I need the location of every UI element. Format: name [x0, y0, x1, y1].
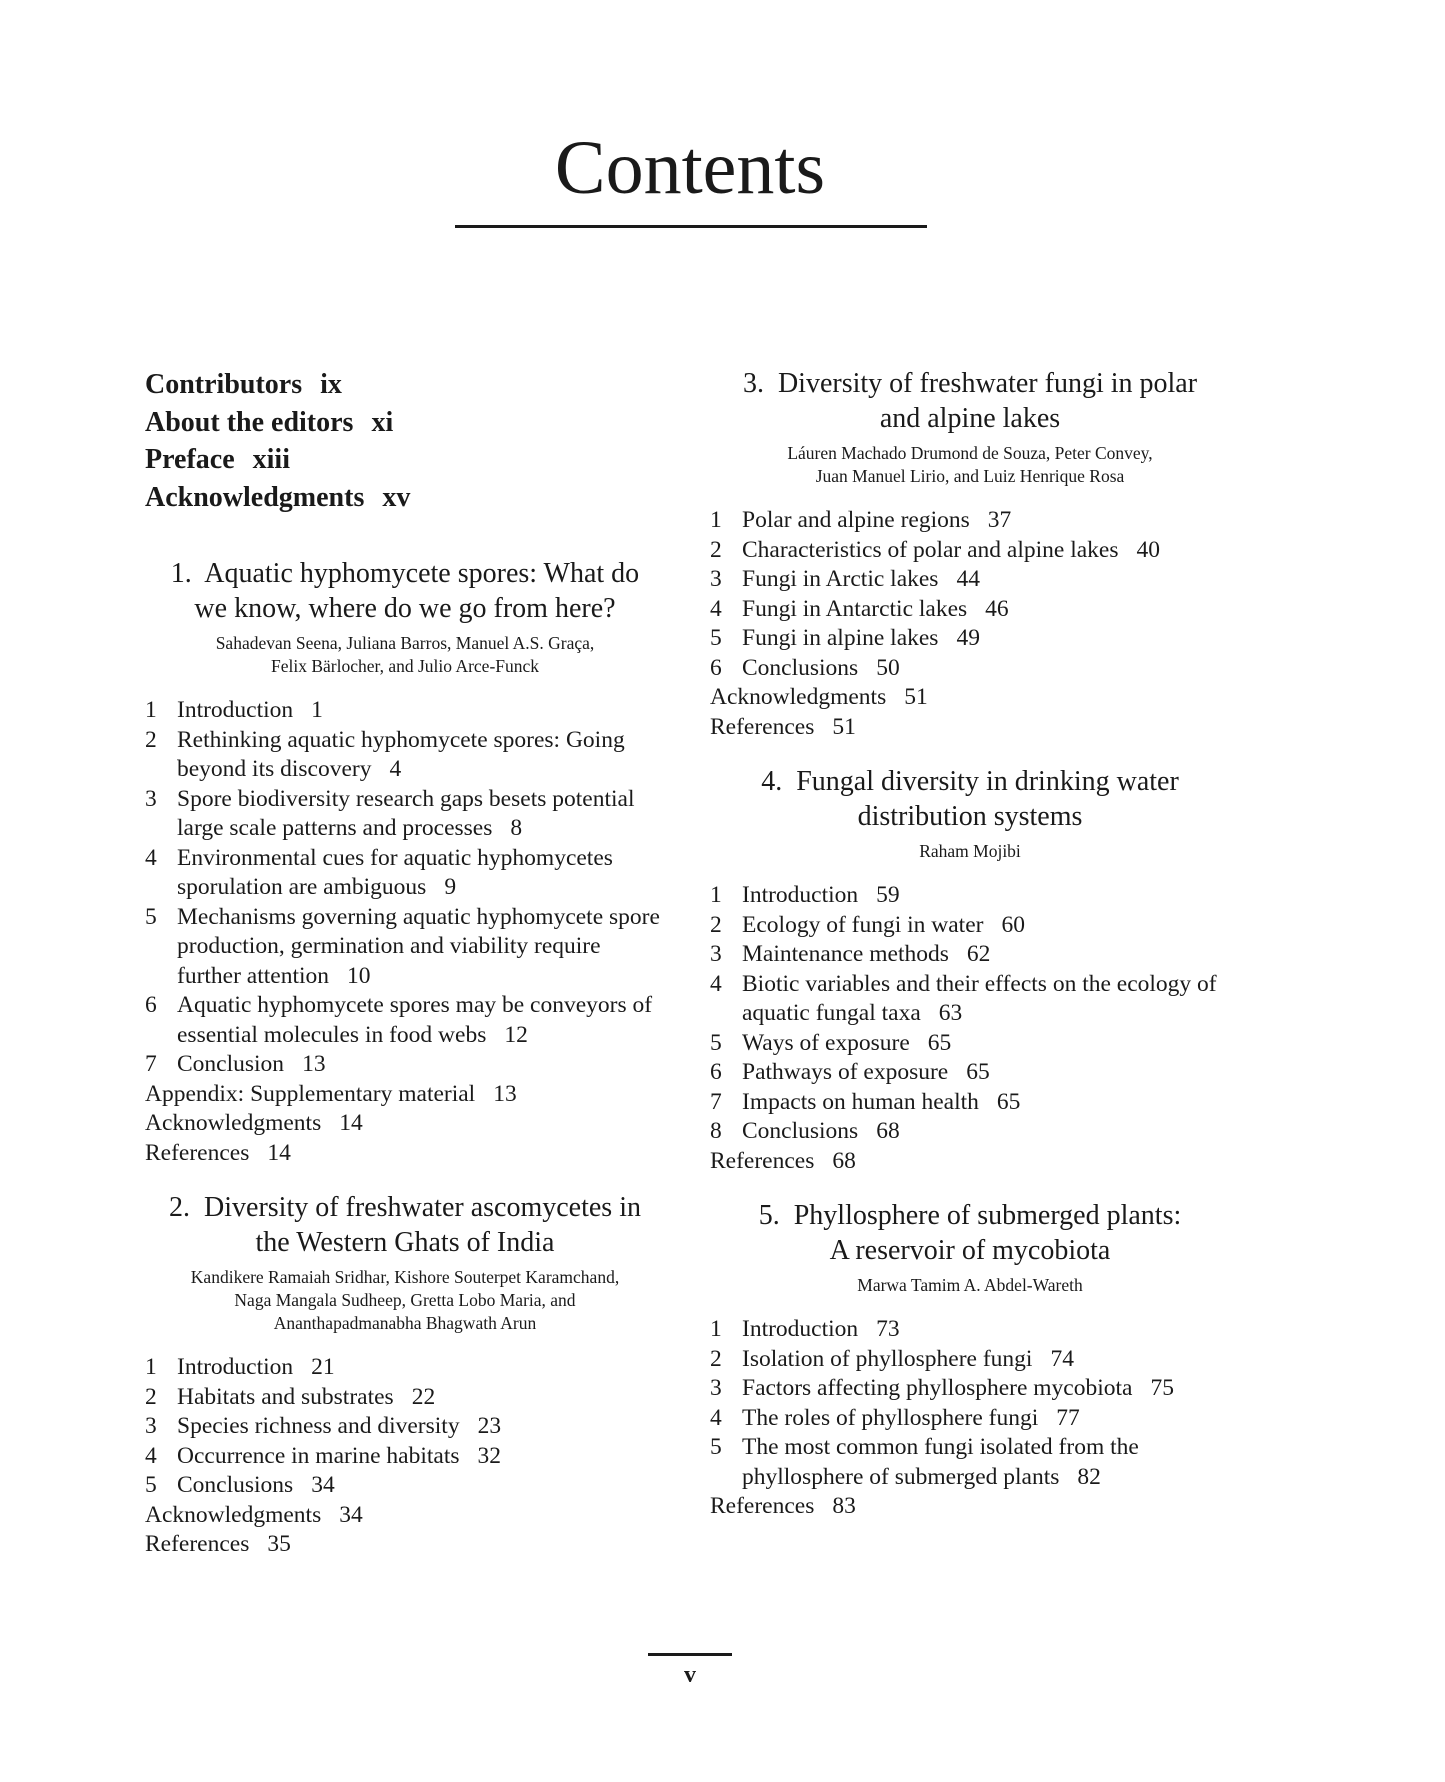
- entry-title: Mechanisms governing aquatic hyphomycete spore production, germination and viability require further attention: [177, 903, 660, 989]
- entry-page: 37: [987, 507, 1012, 533]
- entry-page: 74: [1050, 1345, 1074, 1372]
- toc-entry[interactable]: [710, 595, 1230, 625]
- entry-number: 3: [145, 1413, 157, 1439]
- entry-number: 1: [710, 507, 722, 533]
- entry-number: 4: [710, 970, 722, 997]
- entry-title: References: [710, 713, 815, 740]
- entry-title: Pathways of exposure: [742, 1059, 949, 1085]
- chapter-entries: [145, 1353, 665, 1560]
- toc-entry[interactable]: [145, 1471, 665, 1501]
- toc-entry[interactable]: [710, 940, 1230, 970]
- entry-number: 1: [145, 1354, 157, 1380]
- chapter-title[interactable]: [145, 1190, 665, 1260]
- entry-title: Habitats and substrates: [177, 1383, 394, 1410]
- entry-number: 3: [710, 566, 722, 592]
- chapter-title-line: 4. Fungal diversity in drinking water: [761, 766, 1179, 797]
- toc-entry[interactable]: [145, 1139, 665, 1169]
- toc-entry[interactable]: [710, 713, 1230, 743]
- entry-title: Impacts on human health: [742, 1088, 979, 1115]
- entry-page: 77: [1056, 1404, 1080, 1431]
- entry-page: 60: [1001, 911, 1025, 938]
- chapter-title-line: the Western Ghats of India: [255, 1227, 555, 1258]
- toc-entry[interactable]: [145, 1442, 665, 1472]
- entry-page: 12: [504, 1021, 528, 1048]
- entry-title: The roles of phyllosphere fungi: [742, 1404, 1039, 1431]
- entry-number: 5: [145, 903, 157, 930]
- entry-title: Introduction: [742, 882, 859, 908]
- toc-entry[interactable]: [710, 1433, 1230, 1492]
- entry-title: Introduction: [177, 697, 294, 723]
- entry-page: 13: [302, 1051, 326, 1077]
- chapter-title-line: 2. Diversity of freshwater ascomycetes in: [169, 1192, 641, 1223]
- toc-entry[interactable]: [710, 1058, 1230, 1088]
- front-matter-item[interactable]: [145, 479, 665, 517]
- toc-entry[interactable]: [710, 1345, 1230, 1375]
- entry-number: 2: [145, 1383, 157, 1410]
- front-matter-label: Preface: [145, 444, 235, 475]
- entry-number: 8: [710, 1118, 722, 1144]
- entry-title: Introduction: [742, 1316, 859, 1342]
- front-matter-page: xv: [382, 481, 411, 513]
- entry-page: 65: [966, 1059, 990, 1085]
- entry-page: 68: [832, 1147, 856, 1174]
- entry-title: Biotic variables and their effects on the ecology of aquatic fungal taxa: [742, 970, 1217, 1026]
- entry-title: The most common fungi isolated from the phyllosphere of submerged plants: [742, 1434, 1139, 1490]
- front-matter-label: Contributors: [145, 369, 303, 400]
- chapter-entries: [145, 696, 665, 1168]
- toc-entry[interactable]: [145, 696, 665, 726]
- chapter-authors-line: Felix Bärlocher, and Julio Arce-Funck: [270, 656, 540, 676]
- entry-title: References: [710, 1493, 815, 1519]
- chapter-entries: [710, 881, 1230, 1176]
- entry-number: 5: [710, 1434, 722, 1460]
- front-matter-list: [145, 366, 665, 516]
- front-matter-page: xiii: [252, 444, 290, 475]
- chapter-title-line: distribution systems: [857, 801, 1083, 832]
- entry-page: 62: [966, 941, 991, 967]
- entry-title: Acknowledgments: [145, 1501, 322, 1528]
- chapter-3: [710, 366, 1230, 742]
- entry-number: 2: [710, 536, 722, 563]
- entry-title: Environmental cues for aquatic hyphomycetes sporulation are ambiguous: [177, 844, 613, 900]
- entry-page: 51: [832, 713, 856, 740]
- toc-entry[interactable]: [710, 1374, 1230, 1404]
- chapter-entries: [710, 506, 1230, 742]
- entry-title: Conclusion: [177, 1051, 285, 1077]
- chapter-entries: [710, 1315, 1230, 1522]
- entry-page: 75: [1150, 1375, 1174, 1401]
- chapter-title-line: 3. Diversity of freshwater fungi in polar: [742, 368, 1198, 399]
- entry-page: 49: [956, 625, 980, 651]
- toc-entry[interactable]: [145, 1412, 665, 1442]
- entry-title: Fungi in alpine lakes: [742, 625, 939, 651]
- entry-page: 73: [876, 1316, 900, 1342]
- entry-number: 1: [145, 697, 157, 723]
- entry-number: 7: [145, 1051, 157, 1077]
- entry-number: 5: [145, 1472, 157, 1498]
- toc-entry[interactable]: [710, 1117, 1230, 1147]
- chapter-authors: [145, 1266, 665, 1335]
- entry-page: 83: [832, 1493, 856, 1519]
- entry-title: Conclusions: [742, 654, 859, 681]
- chapter-authors: [710, 442, 1230, 488]
- front-matter-item[interactable]: [145, 404, 665, 442]
- toc-entry[interactable]: [145, 1353, 665, 1383]
- toc-entry[interactable]: [710, 1147, 1230, 1177]
- toc-entry[interactable]: [145, 1109, 665, 1139]
- entry-number: 3: [710, 1375, 722, 1401]
- toc-entry[interactable]: [710, 683, 1230, 713]
- entry-page: 50: [876, 654, 900, 681]
- toc-entry[interactable]: [145, 903, 665, 992]
- entry-title: Introduction: [177, 1354, 294, 1380]
- entry-page: 14: [339, 1110, 363, 1136]
- chapter-title[interactable]: [710, 366, 1230, 436]
- title-rule: [455, 225, 927, 228]
- entry-title: Acknowledgments: [145, 1110, 322, 1136]
- entry-title: Conclusions: [742, 1118, 859, 1144]
- entry-page: 9: [444, 874, 457, 900]
- entry-number: 6: [710, 1059, 722, 1085]
- entry-number: 2: [710, 1345, 722, 1372]
- chapter-title-line: 5. Phyllosphere of submerged plants:: [758, 1200, 1182, 1231]
- chapter-title-line: and alpine lakes: [879, 403, 1061, 434]
- entry-title: Factors affecting phyllosphere mycobiota: [742, 1375, 1133, 1401]
- toc-entry[interactable]: [145, 1050, 665, 1080]
- toc-entry[interactable]: [710, 1029, 1230, 1059]
- toc-entry[interactable]: [710, 881, 1230, 911]
- entry-title: Ways of exposure: [742, 1029, 910, 1056]
- front-matter-page: xi: [371, 406, 394, 438]
- entry-number: 4: [710, 595, 722, 622]
- entry-page: 68: [876, 1118, 900, 1144]
- entry-number: 7: [710, 1088, 722, 1115]
- entry-title: Aquatic hyphomycete spores may be conveyors of essential molecules in food webs: [177, 992, 653, 1048]
- entry-page: 34: [339, 1501, 363, 1528]
- page-title: Contents: [554, 126, 826, 210]
- entry-page: 4: [389, 756, 402, 782]
- chapter-authors-line: Marwa Tamim A. Abdel-Wareth: [857, 1275, 1083, 1295]
- toc-entry[interactable]: [145, 1080, 665, 1110]
- chapter-1: [145, 556, 665, 1168]
- entry-page: 1: [311, 697, 323, 723]
- entry-number: 3: [710, 941, 722, 967]
- toc-entry[interactable]: [145, 991, 665, 1050]
- entry-number: 4: [145, 1442, 157, 1469]
- entry-page: 22: [411, 1383, 436, 1410]
- chapter-authors-line: Kandikere Ramaiah Sridhar, Kishore Souterpet Karamchand,: [190, 1267, 620, 1287]
- toc-entry[interactable]: [710, 1404, 1230, 1434]
- entry-number: 4: [145, 844, 157, 871]
- entry-title: Polar and alpine regions: [742, 507, 970, 533]
- entry-page: 63: [938, 1000, 963, 1026]
- entry-page: 46: [985, 595, 1009, 622]
- entry-page: 10: [347, 962, 371, 989]
- chapter-authors: [710, 1274, 1230, 1297]
- chapter-authors-line: Sahadevan Seena, Juliana Barros, Manuel A.S. Graça,: [215, 633, 595, 653]
- entry-page: 59: [876, 882, 900, 908]
- entry-title: Spore biodiversity research gaps besets potential large scale patterns and processes: [177, 785, 635, 841]
- toc-entry[interactable]: [145, 726, 665, 785]
- entry-page: 23: [477, 1413, 502, 1439]
- entry-page: 8: [510, 815, 523, 841]
- right-column: [710, 366, 1230, 1522]
- chapter-title[interactable]: [145, 556, 665, 626]
- chapter-title-line: 1. Aquatic hyphomycete spores: What do: [170, 558, 640, 589]
- chapter-authors-line: Raham Mojibi: [919, 841, 1021, 861]
- entry-number: 5: [710, 625, 722, 651]
- chapter-title-line: A reservoir of mycobiota: [829, 1235, 1111, 1266]
- front-matter-page: ix: [320, 369, 342, 400]
- entry-number: 1: [710, 882, 722, 908]
- entry-page: 51: [904, 684, 928, 710]
- entry-title: Rethinking aquatic hyphomycete spores: Going beyond its discovery: [177, 726, 625, 782]
- entry-number: 6: [710, 654, 722, 681]
- toc-entry[interactable]: [145, 785, 665, 844]
- toc-entry[interactable]: [710, 911, 1230, 941]
- entry-page: 14: [267, 1139, 291, 1166]
- toc-entry[interactable]: [710, 1088, 1230, 1118]
- entry-title: Ecology of fungi in water: [742, 911, 984, 938]
- chapter-title[interactable]: [710, 764, 1230, 834]
- entry-page: 32: [477, 1442, 502, 1469]
- entry-number: 4: [710, 1404, 722, 1431]
- toc-entry[interactable]: [145, 844, 665, 903]
- toc-entry[interactable]: [710, 624, 1230, 654]
- chapter-authors: [710, 840, 1230, 863]
- front-matter-item[interactable]: [145, 366, 665, 404]
- page-number: v: [684, 1662, 696, 1688]
- chapter-authors-line: Ananthapadmanabha Bhagwath Arun: [273, 1313, 537, 1333]
- entry-title: References: [145, 1139, 250, 1166]
- toc-entry[interactable]: [710, 654, 1230, 684]
- entry-number: 2: [710, 911, 722, 938]
- entry-title: Isolation of phyllosphere fungi: [742, 1345, 1033, 1372]
- toc-entry[interactable]: [145, 1383, 665, 1413]
- chapter-authors-line: Láuren Machado Drumond de Souza, Peter Convey,: [787, 443, 1153, 463]
- entry-title: Fungi in Antarctic lakes: [742, 595, 968, 622]
- toc-entry[interactable]: [710, 1315, 1230, 1345]
- entry-page: 44: [956, 566, 980, 592]
- chapter-5: [710, 1198, 1230, 1522]
- toc-entry[interactable]: [710, 970, 1230, 1029]
- entry-title: Fungi in Arctic lakes: [742, 566, 939, 592]
- toc-entry[interactable]: [145, 1530, 665, 1560]
- footer-rule: [648, 1653, 732, 1656]
- entry-title: Appendix: Supplementary material: [145, 1080, 476, 1107]
- chapter-title-line: we know, where do we go from here?: [194, 593, 616, 624]
- entry-page: 13: [493, 1080, 517, 1107]
- entry-title: Conclusions: [177, 1472, 294, 1498]
- entry-page: 82: [1077, 1463, 1101, 1490]
- front-matter-item[interactable]: [145, 441, 665, 479]
- entry-title: References: [710, 1147, 815, 1174]
- entry-page: 40: [1136, 536, 1161, 563]
- left-column: [145, 366, 665, 1560]
- entry-title: Characteristics of polar and alpine lakes: [742, 536, 1119, 563]
- entry-title: Species richness and diversity: [177, 1413, 460, 1439]
- toc-entry[interactable]: [710, 565, 1230, 595]
- entry-page: 65: [996, 1088, 1021, 1115]
- entry-page: 35: [267, 1531, 291, 1557]
- entry-number: 6: [145, 992, 157, 1018]
- entry-page: 65: [927, 1029, 952, 1056]
- entry-page: 34: [311, 1472, 335, 1498]
- entry-number: 5: [710, 1029, 722, 1056]
- entry-number: 1: [710, 1316, 722, 1342]
- entry-number: 3: [145, 785, 157, 812]
- chapter-title[interactable]: [710, 1198, 1230, 1268]
- entry-title: References: [145, 1531, 250, 1557]
- front-matter-label: Acknowledgments: [145, 481, 365, 513]
- chapter-4: [710, 764, 1230, 1176]
- entry-number: 2: [145, 726, 157, 753]
- toc-entry[interactable]: [710, 1492, 1230, 1522]
- chapter-2: [145, 1190, 665, 1560]
- chapter-authors-line: Juan Manuel Lirio, and Luiz Henrique Rosa: [815, 466, 1125, 486]
- toc-entry[interactable]: [710, 536, 1230, 566]
- chapter-authors-line: Naga Mangala Sudheep, Gretta Lobo Maria, and: [234, 1290, 576, 1310]
- toc-entry[interactable]: [145, 1501, 665, 1531]
- entry-title: Maintenance methods: [742, 941, 949, 967]
- chapter-authors: [145, 632, 665, 678]
- toc-entry[interactable]: [710, 506, 1230, 536]
- entry-page: 21: [311, 1354, 335, 1380]
- front-matter-label: About the editors: [145, 406, 354, 438]
- entry-title: Acknowledgments: [710, 684, 887, 710]
- entry-title: Occurrence in marine habitats: [177, 1442, 460, 1469]
